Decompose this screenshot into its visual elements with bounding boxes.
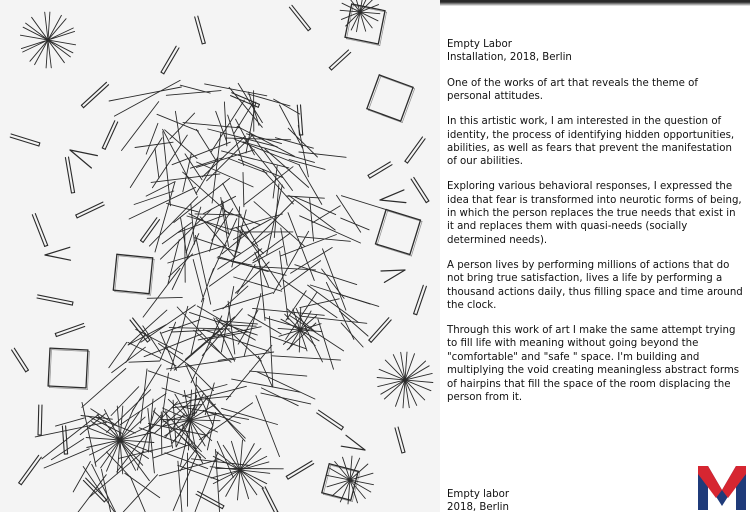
paragraph-5: Through this work of art I make the same attempt trying to fill life with meaning without going beyond the "comfortable" and "safe " space. I'm building and multiplying the void creating meaningless abstract forms of hairpins that fill the space of the room displacing the person from it. xyxy=(447,324,740,403)
bottom-caption xyxy=(447,488,607,512)
caption-title: Empty Labor xyxy=(447,39,512,50)
top-caption xyxy=(447,38,743,65)
m-logo-icon xyxy=(696,460,748,512)
bottom-caption-subtitle: 2018, Berlin xyxy=(447,502,509,512)
text-panel xyxy=(447,38,743,416)
paragraph-2: In this artistic work, I am interested in the question of identity, the process of identifying hidden opportunities, abilities, as well as fears that prevent the manifestation of our abilities. xyxy=(447,116,735,168)
paragraph-1: One of the works of art that reveals the theme of personal attitudes. xyxy=(447,77,698,103)
bottom-caption-title: Empty labor xyxy=(447,489,510,500)
paragraph-4: A person lives by performing millions of actions that do not bring true satisfaction, lives a life by performing a thousand actions daily, thus filling space and time around the clock. xyxy=(447,259,743,311)
paragraph-3: Exploring various behavioral responses, I expressed the idea that fear is transformed into neurotic forms of being, in which the person replaces the true needs that exist in it and replaces them with quasi-needs (socially determined needs). xyxy=(447,181,742,246)
caption-subtitle: Installation, 2018, Berlin xyxy=(447,52,572,64)
